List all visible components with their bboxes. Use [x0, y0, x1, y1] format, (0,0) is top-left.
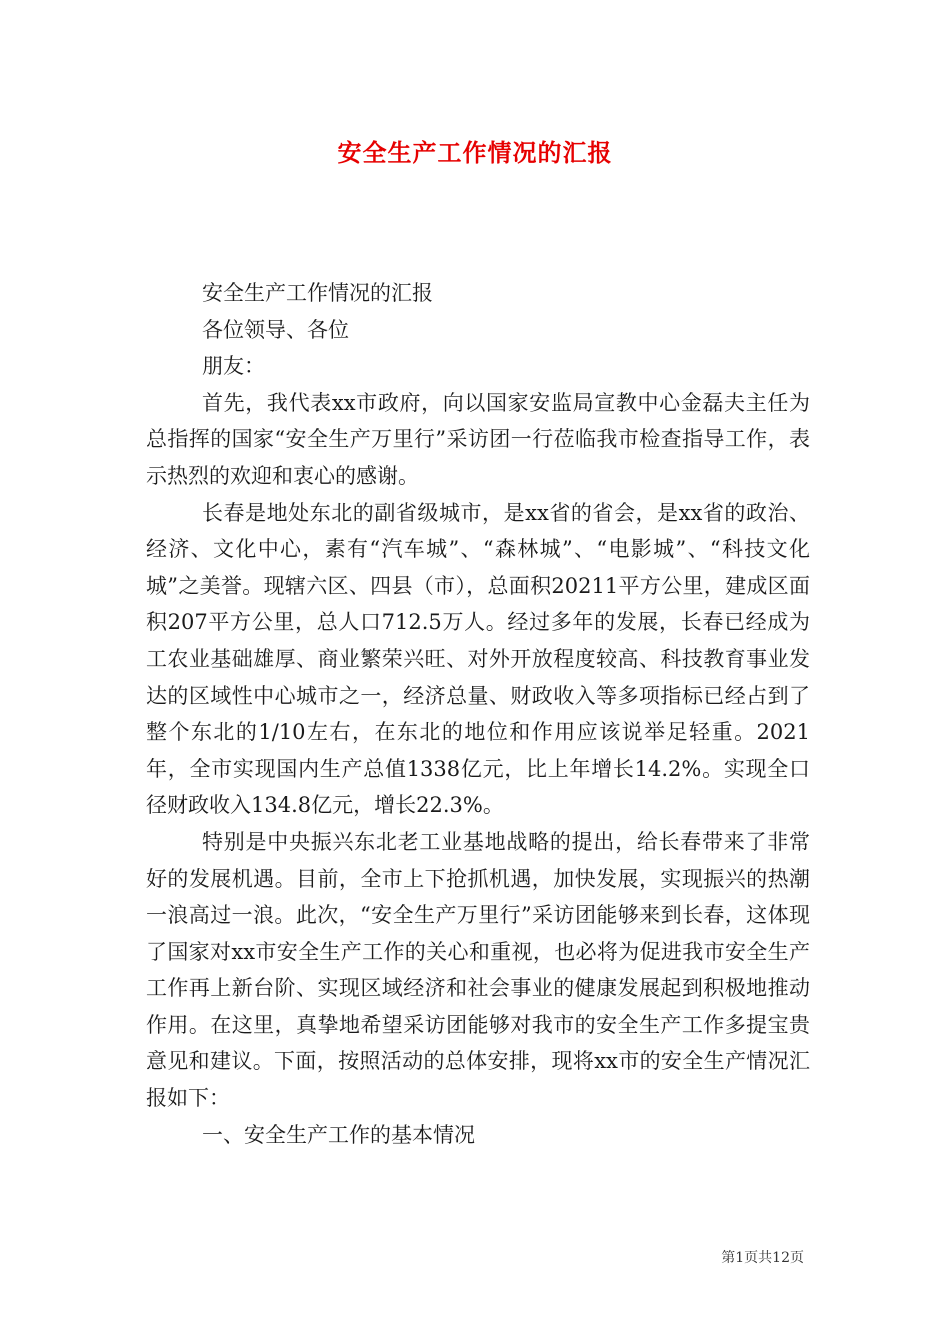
- salutation-line-2: 朋友：: [202, 354, 265, 379]
- document-title: 安全生产工作情况的汇报: [337, 138, 613, 167]
- document-body: [146, 275, 810, 1153]
- salutation-line-1: 各位领导、各位: [202, 317, 349, 342]
- heading-line: 安全生产工作情况的汇报: [202, 281, 433, 305]
- section-heading: 一、安全生产工作的基本情况: [202, 1122, 475, 1147]
- paragraph-development: 特别是中央振兴东北老工业基地战略的提出，给长春带来了非常好的发展机遇。目前，全市上下抢抓机遇，加快发展，实现振兴的热潮一浪高过一浪。此次，“安全生产万里行”采访团能够来到长春，这体现了国家对xx市安全生产工作的关心和重视，也必将为促进我市安全生产工作再上新台阶、实现区域经济和社会事业的健康发展起到积极地推动作用。在这里，真挚地希望采访团能够对我市的安全生产工作多提宝贵意见和建议。下面，按照活动的总体安排，现将xx市的安全生产情况汇报如下：: [146, 829, 810, 1111]
- paragraph-city-overview: 长春是地处东北的副省级城市，是xx省的省会，是xx省的政治、经济、文化中心，素有“汽车城”、“森林城”、“电影城”、“科技文化城”之美誉。现辖六区、四县（市），总面积20211平方公里，建成区面积207平方公里，总人口712.5万人。经过多年的发展，长春已经成为工农业基础雄厚、商业繁荣兴旺、对外开放程度较高、科技教育事业发达的区域性中心城市之一，经济总量、财政收入等多项指标已经占到了整个东北的1/10左右，在东北的地位和作用应该说举足轻重。2021年，全市实现国内生产总值1338亿元，比上年增长14.2%。实现全口径财政收入134.8亿元，增长22.3%。: [146, 500, 810, 818]
- page-number: 第1页共12页: [721, 1250, 804, 1266]
- paragraph-welcome: 首先，我代表xx市政府，向以国家安监局宣教中心金磊夫主任为总指挥的国家“安全生产万里行”采访团一行莅临我市检查指导工作，表示热烈的欢迎和衷心的感谢。: [146, 390, 810, 488]
